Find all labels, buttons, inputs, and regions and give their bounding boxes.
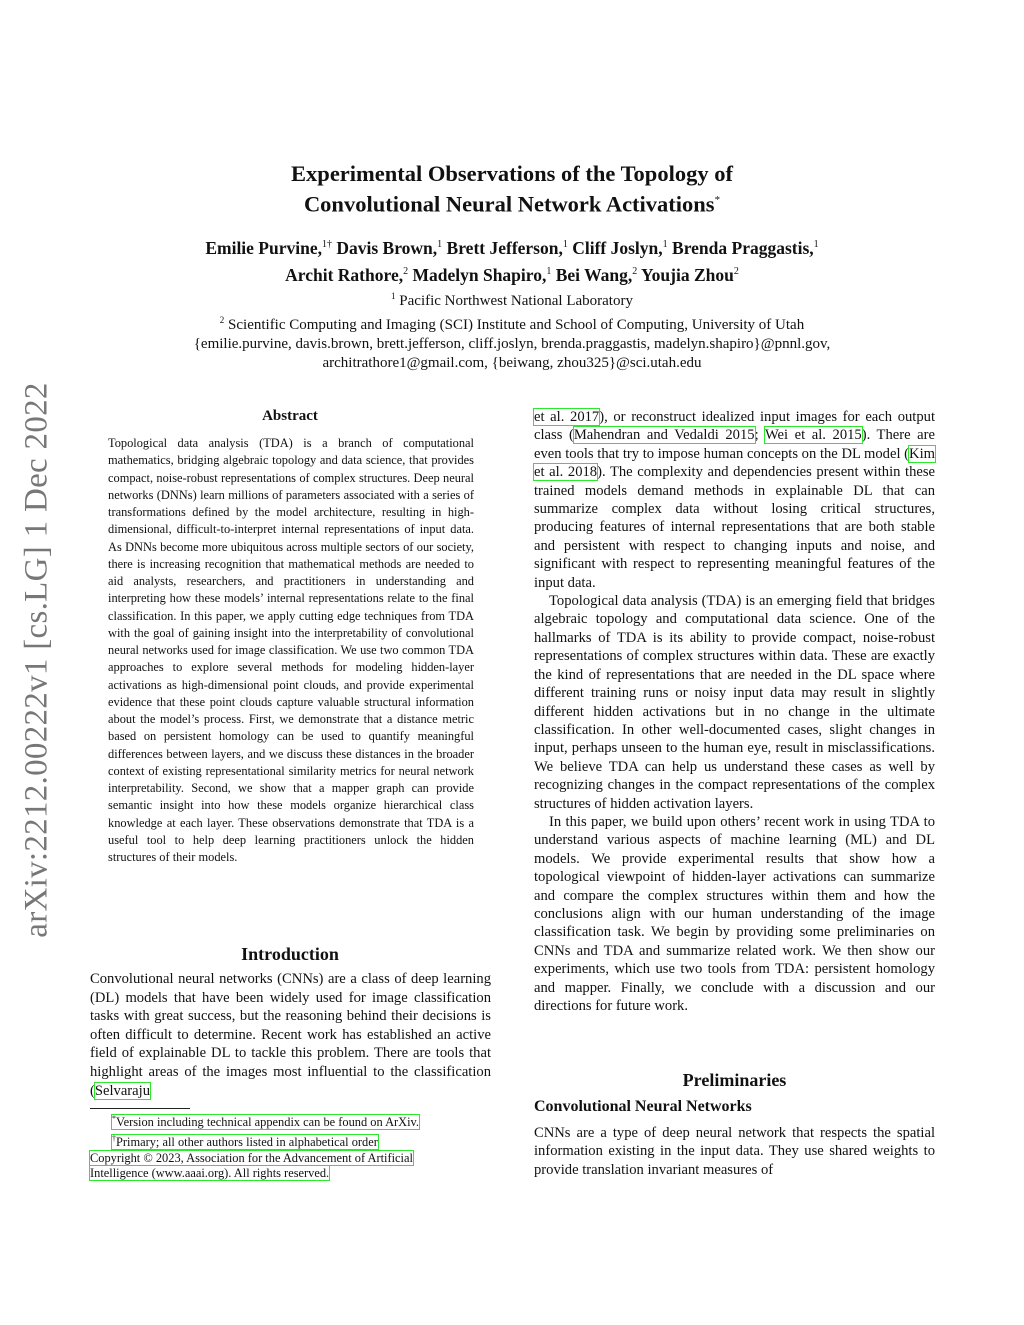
author: Brett Jefferson, bbox=[446, 237, 563, 258]
author: Madelyn Shapiro, bbox=[412, 264, 547, 285]
author: Davis Brown, bbox=[336, 237, 438, 258]
email-line-1: {emilie.purvine, davis.brown, brett.jefferson, cliff.joslyn, brenda.praggastis, madelyn.shapiro}@pnnl.gov, bbox=[193, 336, 831, 352]
arxiv-identifier bbox=[6, 360, 68, 960]
title-footnote-mark: * bbox=[714, 194, 721, 206]
paragraph: et al. 2017), or reconstruct idealized input images for each output class (Mahendran and Vedaldi 2015; Wei et al. 2015). There are even tools that try to impose human concepts on the DL model (Kim et al. 2018). The complexity and dependencies present within these trained models demand methods in explainable DL that can summarize complex data without losing critical structures, producing features of internal representations that are both stable and persistent with respect to changing inputs and noise, and significant with respect to representing meaningful features of the input data. bbox=[534, 409, 936, 591]
right-column bbox=[534, 408, 935, 1015]
abstract-body: Topological data analysis (TDA) is a branch of computational mathematics, bridging algebraic topology and data science, that provides compact, noise-robust representations of complex structures. Deep neural networks (DNNs) learn millions of parameters associated with a series of transformations defined by the model architecture, resulting in high-dimensional, difficult-to-interpret internal representations of input data. As DNNs become more ubiquitous across multiple sectors of our society, there is increasing recognition that mathematical methods are needed to aid analysts, researchers, and practitioners in understanding and interpreting how these models’ internal representations relate to the final classification. In this paper, we apply cutting edge techniques from TDA with the goal of gaining insight into the interpretability of convolutional neural networks used for image classification. We use two common TDA approaches to explore several methods for modeling hidden-layer activations as high-dimensional point clouds, and provide experimental evidence that these point clouds capture valuable structural information about the model’s process. First, we demonstrate that a distance metric based on persistent homology can be used to quantify meaningful differences between layers, and we discuss these distances in the broader context of existing representational similarity metrics for neural network interpretability. Second, we show that a mapper graph can provide semantic insight into how these models organize hierarchical class knowledge at each layer. These observations demonstrate that TDA is a useful tool to help deep learning practitioners unlock the hidden structures of their models. bbox=[108, 436, 474, 864]
footnote-link[interactable]: †Primary; all other authors listed in alphabetical order bbox=[112, 1133, 378, 1149]
footnote-1 bbox=[90, 1111, 491, 1131]
citation-link[interactable]: Selvaraju bbox=[94, 1082, 150, 1099]
citation-link[interactable]: Wei et al. 2015 bbox=[764, 427, 862, 444]
citation-link[interactable]: Mahendran and Vedaldi 2015 bbox=[573, 427, 755, 444]
title-line-1: Experimental Observations of the Topology of bbox=[291, 161, 733, 186]
author-line-1: Emilie Purvine,$^{1\dagger}$ Davis Brown,$^1$ Brett Jefferson,$^1$ Cliff Joslyn,$^1$ Brenda Praggastis,$^1$ bbox=[205, 237, 819, 258]
copyright-link[interactable]: Intelligence (www.aaai.org). All rights reserved. bbox=[90, 1166, 330, 1181]
cnn-paragraph: CNNs are a type of deep neural network that respects the spatial information existing in the input data. They use shared weights to provide translation invariant measures of bbox=[534, 1125, 935, 1178]
author: Cliff Joslyn, bbox=[572, 237, 663, 258]
citation-link[interactable]: Kim et al. 2018 bbox=[534, 445, 935, 481]
author-line-2: Archit Rathore,$^2$ Madelyn Shapiro,$^1$ Bei Wang,$^2$ Youjia Zhou$^2$ bbox=[285, 264, 739, 285]
introduction-paragraph: Convolutional neural networks (CNNs) are a class of deep learning (DL) models that have been widely used for image classification tasks with great success, but the reasoning behind their decisions is often difficult to determine. Recent work has established an active field of explainable DL to tackle this problem. There are tools that highlight areas of the images most influential to the classification (Selvaraju bbox=[90, 971, 491, 1099]
author: Brenda Praggastis, bbox=[672, 237, 814, 258]
author: Emilie Purvine, bbox=[205, 237, 322, 258]
email-line-2: architrathore1@gmail.com, {beiwang, zhou325}@sci.utah.edu bbox=[322, 355, 702, 371]
affiliations bbox=[130, 287, 894, 373]
affiliation-2: $^2$ Scientific Computing and Imaging (SCI) Institute and School of Computing, University of Utah bbox=[219, 315, 805, 333]
preliminaries-heading: Preliminaries bbox=[682, 1070, 787, 1090]
paper-title bbox=[200, 160, 824, 218]
abstract-heading: Abstract bbox=[262, 408, 318, 424]
author: Bei Wang, bbox=[555, 264, 633, 285]
author-list bbox=[130, 233, 894, 287]
copyright-line-2 bbox=[90, 1166, 491, 1182]
paragraph: In this paper, we build upon others’ recent work in using TDA to understand various aspects of machine learning (ML) and DL models. We provide experimental results that show how a topological viewpoint of hidden-layer activations can summarize and compare the complex structures within them and how the conclusions align with our human understanding of the image classification task. We begin by providing some preliminaries on CNNs and TDA and summarize related work. We then show our experiments, which use two tools from TDA: persistent homology and mapper. Finally, we conclude with a discussion and our directions for future work. bbox=[534, 813, 935, 1014]
footnotes bbox=[90, 1111, 491, 1182]
footnote-divider bbox=[90, 1108, 190, 1109]
author: Archit Rathore, bbox=[285, 264, 404, 285]
paragraph: Topological data analysis (TDA) is an emerging field that bridges algebraic topology and computational data science. One of the hallmarks of TDA is its ability to provide compact, noise-robust representations of complex structures within data. These are exactly the kind of representations that are needed in the DL space where different training runs or noisy input data may result in slightly different hidden activations but in no change in the ultimate classification. In other well-documented cases, slight changes in input, perhaps unseen to the human eye, result in misclassifications. We believe TDA can help us understand these cases as well by recognizing changes in the compact representations of the complex structures of hidden activation layers. bbox=[534, 593, 935, 812]
introduction-heading: Introduction bbox=[241, 944, 339, 964]
copyright-link[interactable]: Copyright © 2023, Association for the Advancement of Artificial bbox=[90, 1150, 413, 1165]
copyright-line-1 bbox=[90, 1151, 491, 1167]
arxiv-identifier-text: arXiv:2212.00222v1 [cs.LG] 1 Dec 2022 bbox=[18, 382, 55, 938]
footnote-link[interactable]: *Version including technical appendix can be found on ArXiv. bbox=[112, 1114, 420, 1130]
citation-link[interactable]: et al. 2017 bbox=[534, 409, 600, 425]
title-line-2: Convolutional Neural Network Activations* bbox=[303, 191, 721, 217]
affiliation-1: $^1$ Pacific Northwest National Laboratory bbox=[391, 291, 633, 309]
author: Youjia Zhou bbox=[640, 264, 734, 285]
cnn-subheading: Convolutional Neural Networks bbox=[534, 1098, 752, 1115]
footnote-2 bbox=[90, 1131, 491, 1151]
